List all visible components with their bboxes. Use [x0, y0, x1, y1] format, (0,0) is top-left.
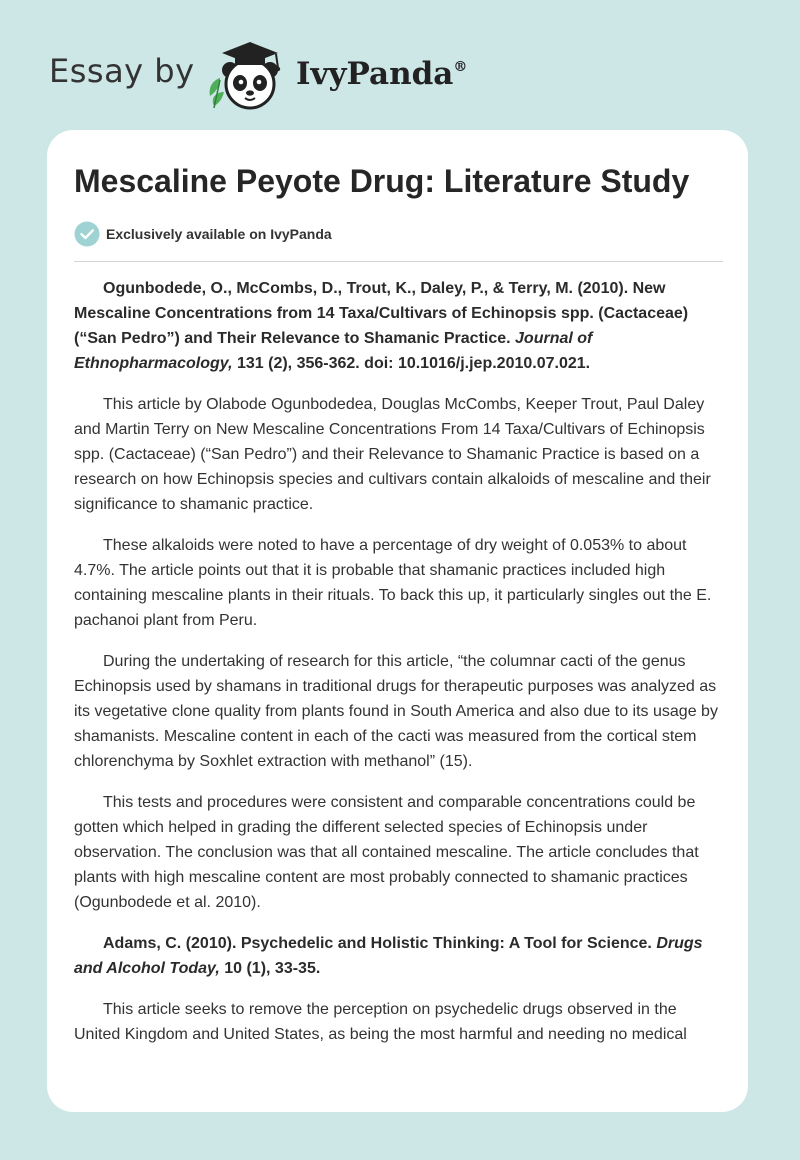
article-body [74, 276, 724, 1063]
reference-1-journal: Journal of Ethnopharmacology, [74, 330, 593, 372]
body-paragraph-2: These alkaloids were noted to have a percentage of dry weight of 0.053% to about 4.7%. The article points out that it is probable that shamanic practices included high containing mescaline plants in their rituals. To back this up, it particularly singles out the E. pachanoi plant from Peru. [74, 537, 712, 629]
reference-2-journal: Drugs and Alcohol Today, [74, 935, 703, 977]
page-title: Mescaline Peyote Drug: Literature Study [74, 163, 690, 199]
exclusive-label: Exclusively available on IvyPanda [106, 226, 332, 242]
reference-1-main: Ogunbodede, O., McCombs, D., Trout, K., Daley, P., & Terry, M. (2010). New Mescaline Concentrations from 14 Taxa/Cultivars of Echinopsis spp. (Cactaceae) (“San Pedro”) and Their Relevance to Shamanic Practice. [74, 280, 689, 347]
body-paragraph-5: This article seeks to remove the perception on psychedelic drugs observed in the United Kingdom and United States, as being the most harmful and needing no medical [74, 1001, 687, 1043]
body-paragraph-4: This tests and procedures were consistent and comparable concentrations could be gotten which helped in grading the different selected species of Echinopsis under observation. The conclusion was that all contained mescaline. The article concludes that plants with high mescaline content are most probably connected to shamanic practices (Ogunbodede et al. 2010). [74, 794, 699, 911]
exclusive-badge [74, 221, 332, 247]
registered-mark: ® [453, 58, 468, 75]
panda-graduate-icon[interactable] [200, 36, 292, 112]
reference-2-main: Adams, C. (2010). Psychedelic and Holistic Thinking: A Tool for Science. [103, 935, 657, 952]
body-paragraph-3: During the undertaking of research for this article, “the columnar cacti of the genus Echinopsis used by shamans in traditional drugs for therapeutic purposes was analyzed as its vegetative clone quality from plants found in South America and also due to its usage by shamanists. Mescaline content in each of the cacti was measured from the cortical stem chlorenchyma by Soxhlet extraction with methanol” (15). [74, 653, 718, 770]
reference-2 [74, 931, 724, 981]
reference-1 [74, 276, 724, 376]
reference-2-tail: 10 (1), 33-35. [219, 960, 321, 977]
brand-name[interactable] [296, 56, 467, 92]
check-circle-icon [74, 221, 100, 247]
site-header [0, 0, 800, 130]
divider [74, 261, 723, 262]
brand-name-text: IvyPanda [296, 56, 454, 92]
reference-1-tail: 131 (2), 356-362. doi: 10.1016/j.jep.2010.07.021. [232, 355, 591, 372]
body-paragraph-1: This article by Olabode Ogunbodedea, Douglas McCombs, Keeper Trout, Paul Daley and Martin Terry on New Mescaline Concentrations From 14 Taxa/Cultivars of Echinopsis spp. (Cactaceae) (“San Pedro”) and their Relevance to Shamanic Practice is based on a research on how Echinopsis species and cultivars contain alkaloids of mescaline and their significance to shamanic practice. [74, 396, 711, 513]
essay-by-label: Essay by [49, 52, 195, 90]
article-card [47, 130, 748, 1112]
